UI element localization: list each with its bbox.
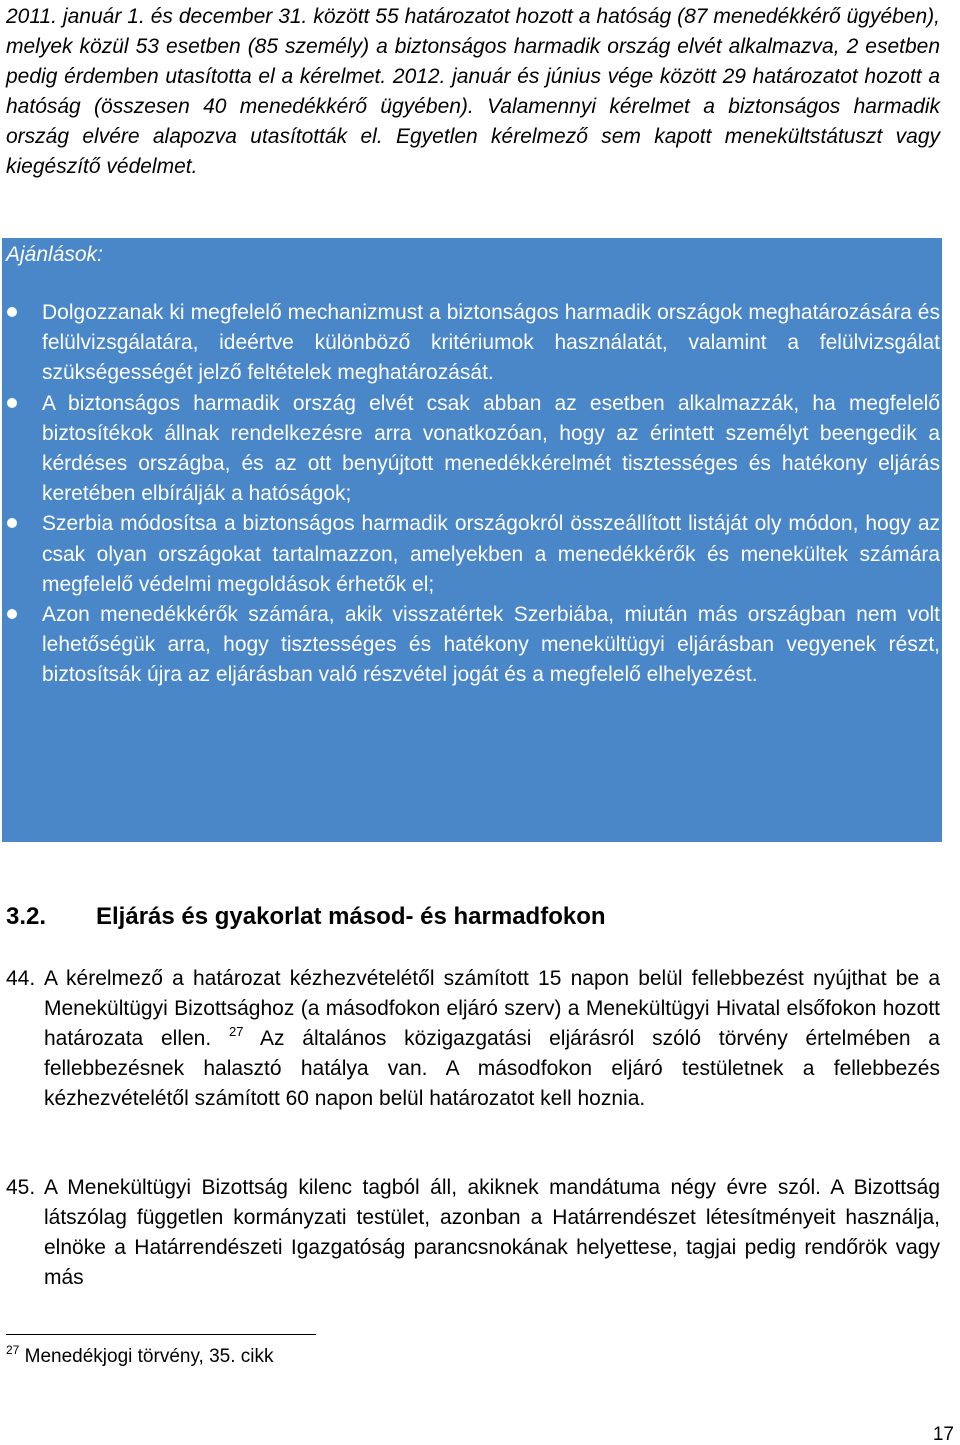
recommendation-text: Dolgozzanak ki megfelelő mechanizmust a biztonságos harmadik országok meghatározására és felülvizsgálatára, ideértve különböző kritériumok használatát, valamint a felülvizsgálat szükségességét jelző feltételek meghatározását. [42,301,940,385]
paragraph-text-part: A kérelmező a határozat kézhezvételétől számított 15 napon belül fellebbezést nyújthat be a Menekültügyi Bizottsághoz (a másodfokon eljáró szerv) a Menekültügyi Hivatal elsőfokon hozott határozata ellen. [44,967,940,1050]
recommendations-list [2,298,942,691]
page-number: 17 [932,1424,954,1445]
bullet-icon [7,307,17,317]
recommendation-text: Szerbia módosítsa a biztonságos harmadik országokról összeállított listáját oly módon, hogy az csak olyan országokat tartalmazzon, amelyekben a menedékkérők és menekültek számára megfelelő védelmi megoldások érhetők el; [42,512,940,596]
intro-paragraph: 2011. január 1. és december 31. között 55 határozatot hozott a hatóság (87 menedékkérő ügyében), melyek közül 53 esetben (85 személy) a biztonságos harmadik ország elvét alkalmazva, 2 esetben pedig érdemben utasította el a kérelmet. 2012. január és június vége között 29 határozatot hozott a hatóság (összesen 40 menedékkérő ügyében). Valamennyi kérelmet a biztonságos harmadik ország elvére alapozva utasították el. Egyetlen kérelmező sem kapott menekültstátuszt vagy kiegészítő védelmet. [6,5,940,178]
section-heading [6,902,606,932]
recommendation-text: A biztonságos harmadik ország elvét csak abban az esetben alkalmazzák, ha megfelelő biztosítékok állnak rendelkezésre arra vonatkozóan, hogy az érintett személyt beengedik a kérdéses országba, és az ott benyújtott menedékkérelmét tisztességes és hatékony eljárás keretében elbírálják a hatóságok; [42,391,940,506]
recommendation-item [2,389,942,510]
section-number: 3.2. [6,903,47,930]
bullet-icon [7,609,17,619]
paragraph-number: 45. [6,1176,36,1199]
recommendations-title: Ajánlások: [6,243,103,266]
paragraph-number: 44. [6,967,36,990]
paragraph-text [44,964,940,1114]
recommendation-item [2,600,942,691]
recommendation-item [2,509,942,600]
footnote-reference[interactable]: 27 [228,1024,244,1039]
footnote [6,1344,274,1370]
recommendations-box [2,238,942,842]
footnote-text: Menedékjogi törvény, 35. cikk [24,1346,274,1367]
recommendation-item [2,298,942,389]
footnote-number: 27 [6,1343,20,1357]
bullet-icon [7,518,17,528]
paragraph-text: A Menekültügyi Bizottság kilenc tagból áll, akiknek mandátuma négy évre szól. A Bizottság látszólag független kormányzati testület, azonban a Határrendészet létesítményeit használja, elnöke a Határrendészeti Igazgatóság parancsnokának helyettese, tagjai pedig rendőrök vagy más [44,1176,940,1289]
bullet-icon [7,398,17,408]
recommendation-text: Azon menedékkérők számára, akik visszatértek Szerbiába, miután más országban nem volt lehetőségük arra, hogy tisztességes és hatékony menekültügyi eljárásban vegyenek részt, biztosítsák újra az eljárásban való részvétel jogát és a megfelelő elhelyezést. [42,603,940,687]
numbered-paragraph [6,964,940,1114]
section-title: Eljárás és gyakorlat másod- és harmadfokon [96,903,606,930]
numbered-paragraph [6,1173,940,1293]
footnote-divider [6,1334,316,1335]
paragraph-text-part: Az általános közigazgatási eljárásról szóló törvény értelmében a fellebbezésnek halasztó hatálya van. A másodfokon eljáró testületnek a fellebbezés kézhezvételétől számított 60 napon belül határozatot kell hoznia. [44,1027,940,1110]
